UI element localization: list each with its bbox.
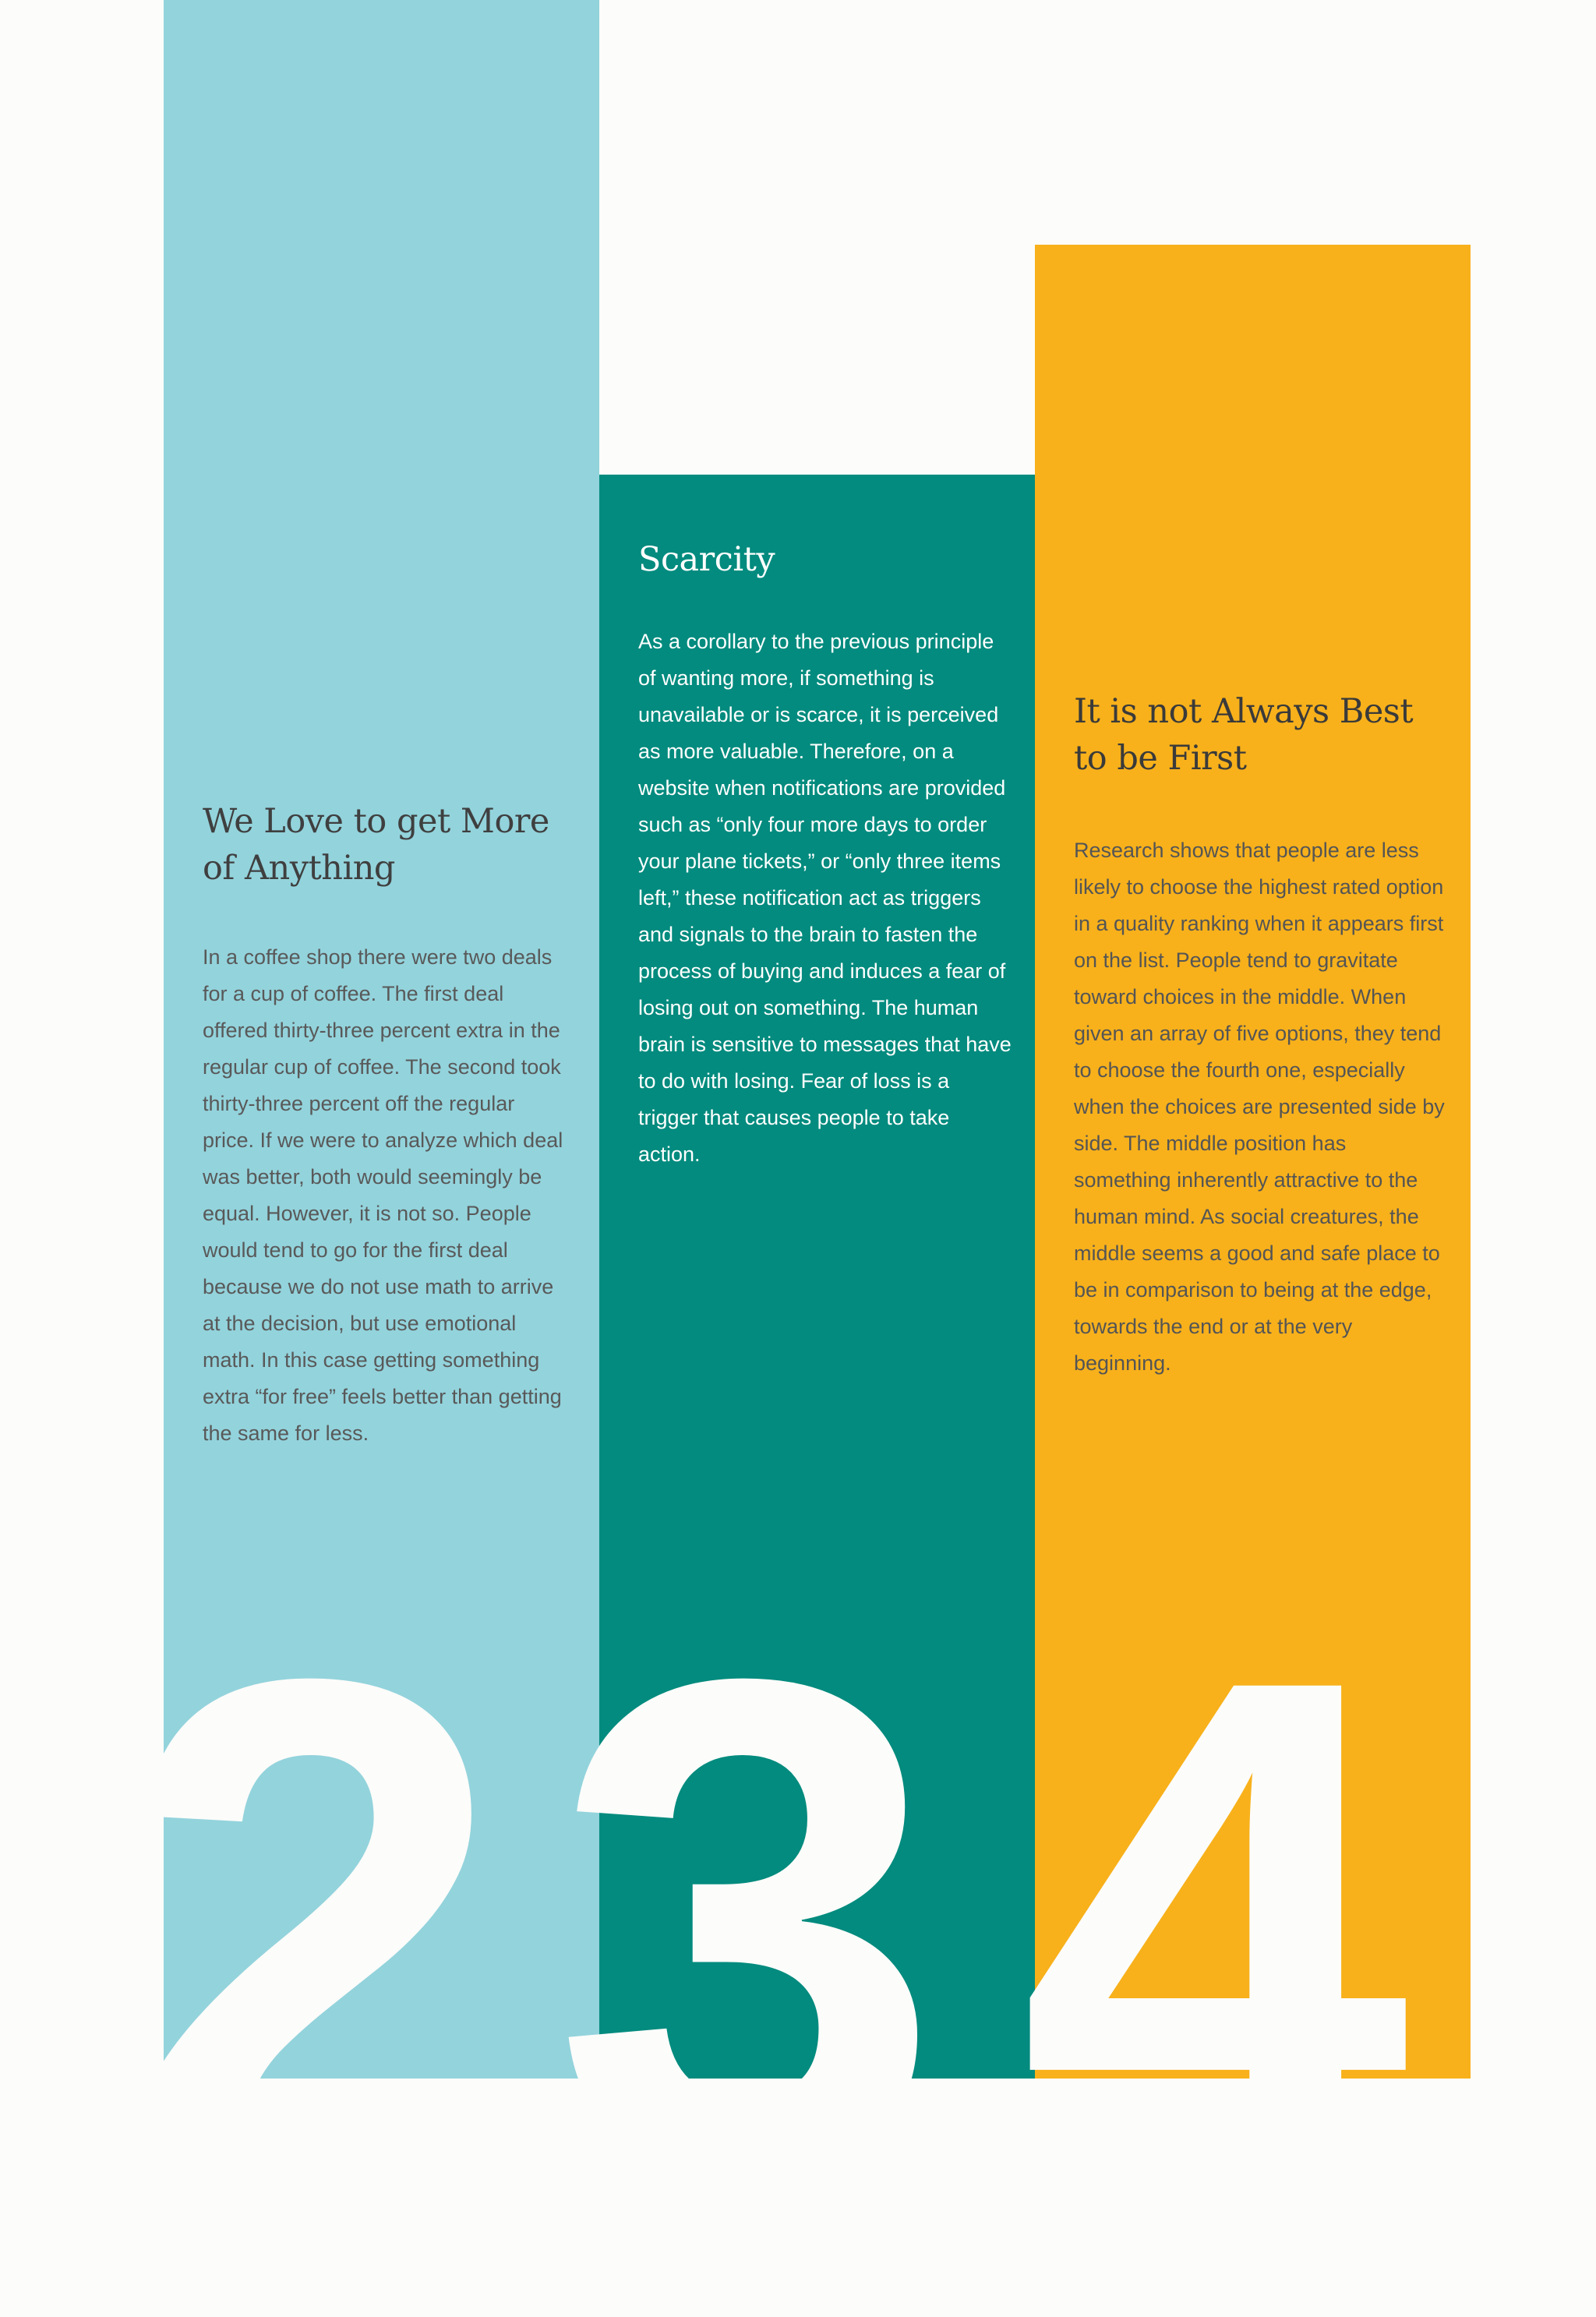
section-title: Scarcity <box>638 540 775 579</box>
section-number: 4 <box>1019 1533 1394 2317</box>
section-title-line-1: We Love to get More <box>203 802 549 841</box>
section-body: Research shows that people are less likely to choose the highest rated option in a quality ranking when it appears first on the list. People tend to gravitate toward choices in the middle. When given an array of five options, they tend to choose the fourth one, especially when the choices are presented side by side. The middle position has something inherently attractive to the human mind. As social creatures, the middle seems a good and safe place to be in comparison to being at the edge, towards the end or at the very beginning. <box>1074 839 1445 1375</box>
section-column-4 <box>1019 245 1471 2317</box>
section-column-2 <box>117 0 599 2317</box>
section-title-line-2: of Anything <box>203 849 395 888</box>
section-number: 2 <box>117 1533 492 2317</box>
section-title <box>203 798 569 892</box>
section-title-line-1: It is not Always Best <box>1074 692 1414 731</box>
section-number: 3 <box>553 1533 927 2317</box>
section-body: As a corollary to the previous principle of wanting more, if something is unavailable or is scarce, it is perceived as more valuable. Therefore, on a website when notifications are provided such as “only four more days to order your plane tickets,” or “only three items left,” these notification act as triggers and signals to the brain to fasten the process of buying and induces a fear of losing out on something. The human brain is sensitive to messages that have to do with losing. Fear of loss is a trigger that causes people to take action. <box>638 630 1012 1166</box>
section-body: In a coffee shop there were two deals for a cup of coffee. The first deal offered thirty-three percent extra in the regular cup of coffee. The second took thirty-three percent off the regular price. If we were to analyze which deal was better, both would seemingly be equal. However, it is not so. People would tend to go for the first deal because we do not use math to arrive at the decision, but use emotional math. In this case getting something extra “for free” feels better than getting the same for less. <box>203 945 563 1445</box>
section-title <box>1074 688 1440 782</box>
section-title-line-2: to be First <box>1074 739 1247 778</box>
section-column-3 <box>553 475 1035 2317</box>
